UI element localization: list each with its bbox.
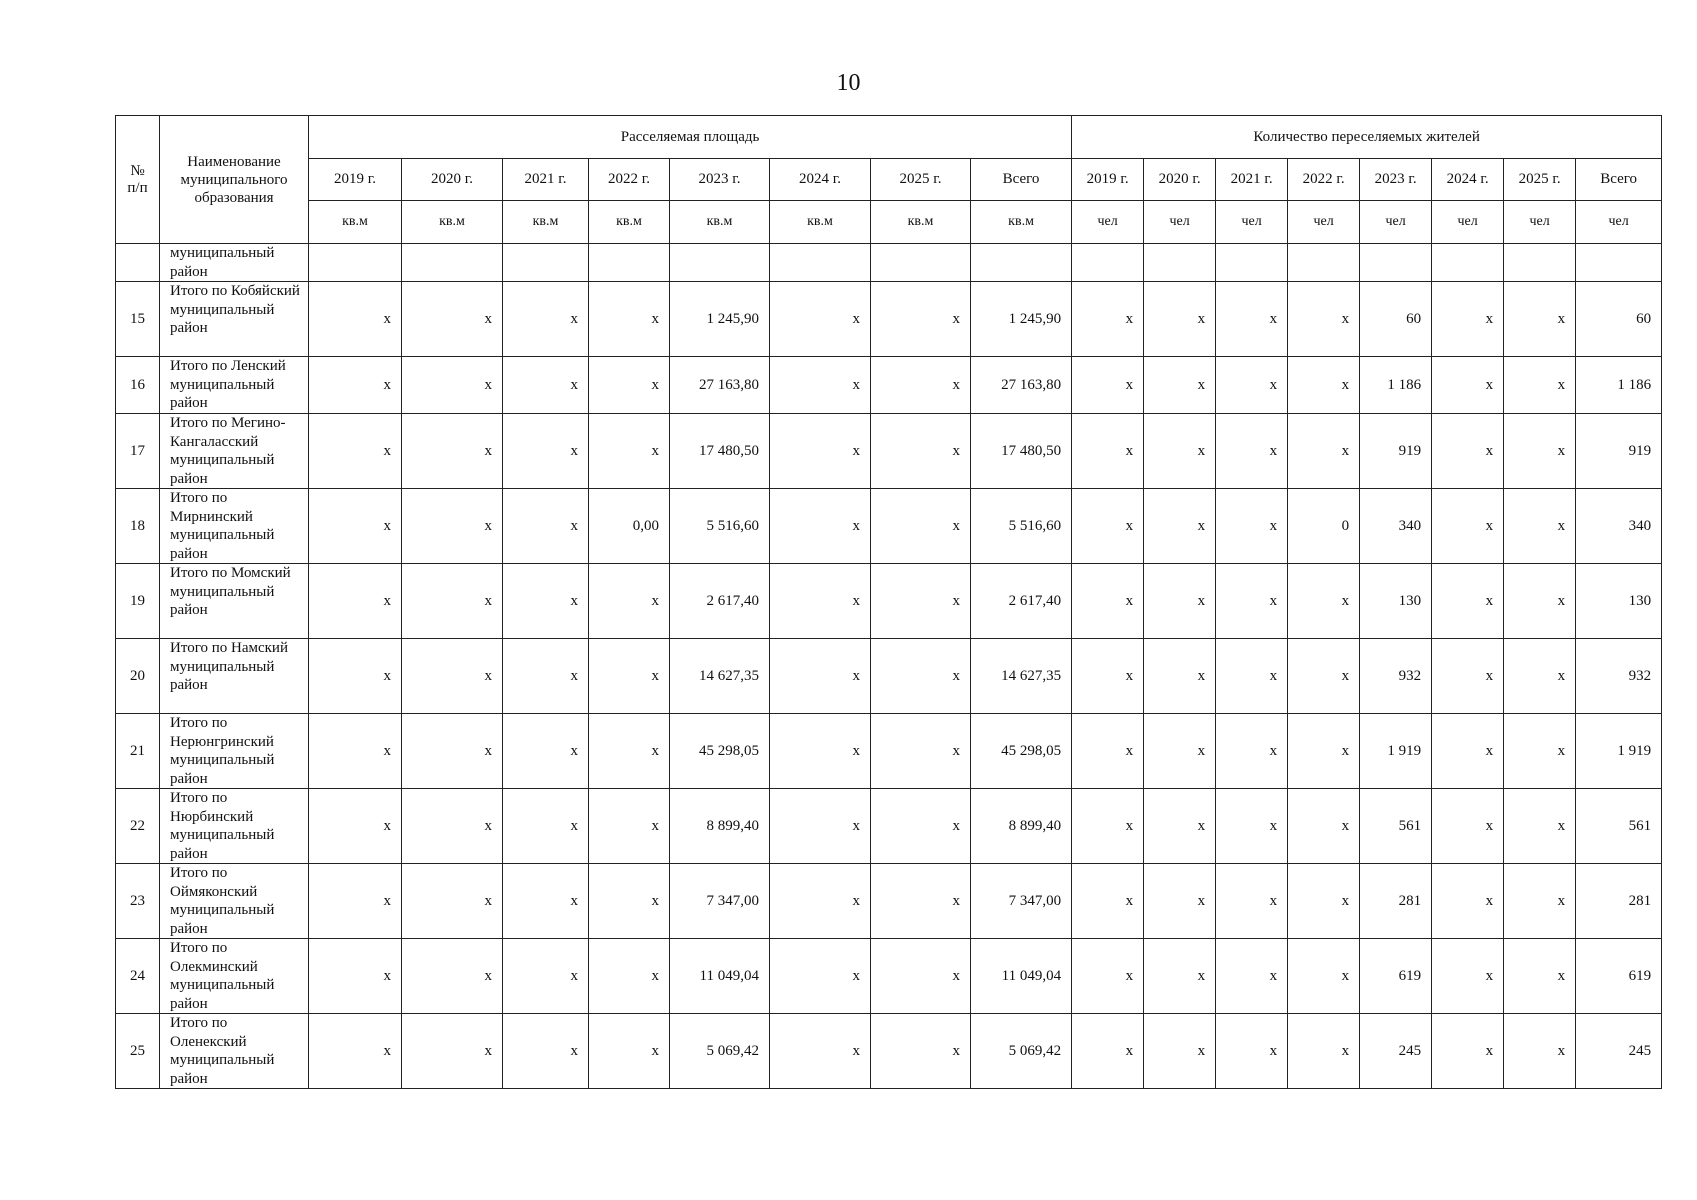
row-municipality-name: Итого по Намский муниципальный район bbox=[160, 639, 309, 714]
table-row bbox=[116, 244, 1662, 282]
cell-area: x bbox=[402, 639, 503, 714]
cell-area: x bbox=[770, 282, 871, 357]
cell-area: x bbox=[589, 357, 670, 414]
cell-area: x bbox=[402, 357, 503, 414]
cell-people: x bbox=[1504, 489, 1576, 564]
cell-area: x bbox=[589, 414, 670, 489]
header-unit-area: кв.м bbox=[770, 201, 871, 244]
cell-people: x bbox=[1288, 714, 1360, 789]
cell-people: x bbox=[1504, 1014, 1576, 1089]
cell-area bbox=[770, 244, 871, 282]
cell-people: 281 bbox=[1576, 864, 1662, 939]
cell-people: x bbox=[1216, 564, 1288, 639]
table-row bbox=[116, 414, 1662, 489]
cell-people: x bbox=[1144, 489, 1216, 564]
cell-people: x bbox=[1072, 789, 1144, 864]
cell-area bbox=[309, 244, 402, 282]
cell-area: x bbox=[503, 864, 589, 939]
cell-area bbox=[503, 244, 589, 282]
cell-area: x bbox=[770, 714, 871, 789]
cell-area: x bbox=[871, 357, 971, 414]
header-year-area: 2025 г. bbox=[871, 159, 971, 201]
cell-people: 340 bbox=[1576, 489, 1662, 564]
cell-area: x bbox=[770, 489, 871, 564]
row-number: 17 bbox=[116, 414, 160, 489]
cell-area bbox=[589, 244, 670, 282]
header-year-area: 2022 г. bbox=[589, 159, 670, 201]
cell-people: x bbox=[1216, 414, 1288, 489]
cell-people: x bbox=[1216, 714, 1288, 789]
cell-people: x bbox=[1072, 282, 1144, 357]
row-municipality-name: Итого по Оленекский муниципальный район bbox=[160, 1014, 309, 1089]
cell-people: x bbox=[1432, 864, 1504, 939]
header-unit-area: кв.м bbox=[589, 201, 670, 244]
header-year-row bbox=[116, 159, 1662, 201]
cell-people: 60 bbox=[1576, 282, 1662, 357]
table-row bbox=[116, 789, 1662, 864]
cell-area: x bbox=[503, 789, 589, 864]
row-municipality-name: Итого по Нюрбинский муниципальный район bbox=[160, 789, 309, 864]
cell-people: x bbox=[1432, 639, 1504, 714]
header-year-area: 2019 г. bbox=[309, 159, 402, 201]
cell-people: x bbox=[1144, 864, 1216, 939]
cell-area: x bbox=[309, 489, 402, 564]
cell-area: x bbox=[770, 357, 871, 414]
row-number: 16 bbox=[116, 357, 160, 414]
header-year-area: 2024 г. bbox=[770, 159, 871, 201]
cell-area: 45 298,05 bbox=[971, 714, 1072, 789]
header-unit-people: чел bbox=[1360, 201, 1432, 244]
cell-area: 7 347,00 bbox=[670, 864, 770, 939]
header-unit-area: кв.м bbox=[971, 201, 1072, 244]
header-unit-area: кв.м bbox=[309, 201, 402, 244]
cell-people: 619 bbox=[1360, 939, 1432, 1014]
header-unit-people: чел bbox=[1504, 201, 1576, 244]
cell-people: x bbox=[1216, 864, 1288, 939]
cell-area: 11 049,04 bbox=[670, 939, 770, 1014]
cell-area: x bbox=[309, 639, 402, 714]
header-unit-people: чел bbox=[1432, 201, 1504, 244]
cell-area: x bbox=[871, 489, 971, 564]
cell-area: x bbox=[402, 414, 503, 489]
row-number bbox=[116, 244, 160, 282]
row-municipality-name: Итого по Кобяйский муниципальный район bbox=[160, 282, 309, 357]
header-year-people: 2019 г. bbox=[1072, 159, 1144, 201]
cell-people: 245 bbox=[1576, 1014, 1662, 1089]
cell-area: x bbox=[309, 714, 402, 789]
row-number: 18 bbox=[116, 489, 160, 564]
table-row bbox=[116, 357, 1662, 414]
cell-people: x bbox=[1144, 564, 1216, 639]
cell-area: x bbox=[402, 864, 503, 939]
cell-people: x bbox=[1504, 639, 1576, 714]
header-unit-row bbox=[116, 201, 1662, 244]
cell-people: x bbox=[1144, 639, 1216, 714]
table-row bbox=[116, 714, 1662, 789]
cell-area: 27 163,80 bbox=[670, 357, 770, 414]
row-municipality-name: Итого по Нерюнгринский муниципальный район bbox=[160, 714, 309, 789]
cell-area: 11 049,04 bbox=[971, 939, 1072, 1014]
cell-people: x bbox=[1144, 1014, 1216, 1089]
cell-people bbox=[1504, 244, 1576, 282]
cell-area: x bbox=[871, 864, 971, 939]
cell-people: x bbox=[1432, 564, 1504, 639]
row-municipality-name: Итого по Ленский муниципальный район bbox=[160, 357, 309, 414]
cell-area: x bbox=[503, 489, 589, 564]
cell-people: 1 919 bbox=[1360, 714, 1432, 789]
cell-people: x bbox=[1288, 1014, 1360, 1089]
header-year-area: 2023 г. bbox=[670, 159, 770, 201]
cell-area: 5 516,60 bbox=[971, 489, 1072, 564]
cell-people: x bbox=[1504, 282, 1576, 357]
table-row bbox=[116, 864, 1662, 939]
cell-area: x bbox=[309, 282, 402, 357]
cell-area: x bbox=[770, 864, 871, 939]
cell-people: x bbox=[1288, 639, 1360, 714]
cell-people: 1 186 bbox=[1576, 357, 1662, 414]
cell-people: x bbox=[1072, 564, 1144, 639]
table-row bbox=[116, 639, 1662, 714]
cell-area: 7 347,00 bbox=[971, 864, 1072, 939]
row-municipality-name: Итого по Мирнинский муниципальный район bbox=[160, 489, 309, 564]
cell-people: x bbox=[1504, 414, 1576, 489]
cell-people: x bbox=[1216, 357, 1288, 414]
cell-people: x bbox=[1432, 357, 1504, 414]
cell-people: x bbox=[1288, 282, 1360, 357]
header-unit-area: кв.м bbox=[871, 201, 971, 244]
cell-people: 245 bbox=[1360, 1014, 1432, 1089]
cell-people: x bbox=[1072, 639, 1144, 714]
header-total-people: Всего bbox=[1576, 159, 1662, 201]
cell-people: x bbox=[1288, 414, 1360, 489]
cell-area: 14 627,35 bbox=[670, 639, 770, 714]
cell-people: x bbox=[1216, 489, 1288, 564]
cell-area: 2 617,40 bbox=[670, 564, 770, 639]
row-number: 23 bbox=[116, 864, 160, 939]
header-num: № п/п bbox=[116, 116, 160, 244]
header-unit-area: кв.м bbox=[503, 201, 589, 244]
cell-people: 340 bbox=[1360, 489, 1432, 564]
cell-area: 17 480,50 bbox=[670, 414, 770, 489]
cell-area: x bbox=[309, 564, 402, 639]
cell-area: x bbox=[402, 564, 503, 639]
cell-people: x bbox=[1288, 564, 1360, 639]
cell-people: x bbox=[1288, 939, 1360, 1014]
header-year-area: 2020 г. bbox=[402, 159, 503, 201]
cell-people: 0 bbox=[1288, 489, 1360, 564]
cell-area: x bbox=[309, 864, 402, 939]
table-row bbox=[116, 489, 1662, 564]
header-group-area: Расселяемая площадь bbox=[309, 116, 1072, 159]
cell-area: x bbox=[871, 1014, 971, 1089]
cell-area: x bbox=[871, 714, 971, 789]
cell-people: 919 bbox=[1576, 414, 1662, 489]
cell-area bbox=[871, 244, 971, 282]
cell-people: x bbox=[1072, 939, 1144, 1014]
cell-area: x bbox=[871, 282, 971, 357]
row-municipality-name: Итого по Оймяконский муниципальный район bbox=[160, 864, 309, 939]
cell-people: x bbox=[1504, 864, 1576, 939]
cell-area: x bbox=[503, 939, 589, 1014]
cell-area: x bbox=[309, 357, 402, 414]
cell-people: x bbox=[1288, 789, 1360, 864]
row-municipality-name: Итого по Олекминский муниципальный район bbox=[160, 939, 309, 1014]
cell-area: x bbox=[871, 564, 971, 639]
cell-people: x bbox=[1504, 714, 1576, 789]
header-unit-people: чел bbox=[1216, 201, 1288, 244]
cell-people: x bbox=[1288, 357, 1360, 414]
cell-people: 130 bbox=[1576, 564, 1662, 639]
cell-people: x bbox=[1072, 1014, 1144, 1089]
cell-area: x bbox=[503, 639, 589, 714]
cell-people: x bbox=[1432, 939, 1504, 1014]
cell-area: 17 480,50 bbox=[971, 414, 1072, 489]
cell-area: x bbox=[871, 939, 971, 1014]
row-municipality-name: Итого по Мегино-Кангаласский муниципальный район bbox=[160, 414, 309, 489]
table-row bbox=[116, 282, 1662, 357]
resettlement-table-wrapper bbox=[115, 115, 1659, 1089]
header-unit-area: кв.м bbox=[670, 201, 770, 244]
cell-people: 932 bbox=[1360, 639, 1432, 714]
cell-area: 5 069,42 bbox=[670, 1014, 770, 1089]
cell-people: x bbox=[1144, 789, 1216, 864]
cell-people: x bbox=[1072, 357, 1144, 414]
table-header bbox=[116, 116, 1662, 244]
header-unit-people: чел bbox=[1576, 201, 1662, 244]
cell-people: 919 bbox=[1360, 414, 1432, 489]
cell-area: x bbox=[770, 639, 871, 714]
cell-area: x bbox=[503, 414, 589, 489]
cell-area: x bbox=[309, 789, 402, 864]
cell-area: x bbox=[871, 414, 971, 489]
cell-people bbox=[1144, 244, 1216, 282]
cell-area: 8 899,40 bbox=[670, 789, 770, 864]
row-number: 21 bbox=[116, 714, 160, 789]
resettlement-table bbox=[115, 115, 1662, 1089]
row-number: 19 bbox=[116, 564, 160, 639]
cell-people: x bbox=[1216, 789, 1288, 864]
cell-area: x bbox=[589, 864, 670, 939]
cell-people: x bbox=[1144, 939, 1216, 1014]
cell-people: x bbox=[1432, 282, 1504, 357]
cell-area: x bbox=[589, 714, 670, 789]
cell-area: x bbox=[770, 789, 871, 864]
cell-people: x bbox=[1432, 714, 1504, 789]
cell-people: x bbox=[1432, 789, 1504, 864]
page-number: 10 bbox=[836, 70, 861, 96]
cell-people: 561 bbox=[1576, 789, 1662, 864]
header-year-people: 2025 г. bbox=[1504, 159, 1576, 201]
cell-area: x bbox=[503, 564, 589, 639]
cell-area: 14 627,35 bbox=[971, 639, 1072, 714]
cell-people: x bbox=[1216, 639, 1288, 714]
header-year-people: 2024 г. bbox=[1432, 159, 1504, 201]
cell-area: x bbox=[402, 789, 503, 864]
cell-area: x bbox=[402, 714, 503, 789]
header-name: Наименование муниципального образования bbox=[160, 116, 309, 244]
header-total-area: Всего bbox=[971, 159, 1072, 201]
row-municipality-name: муниципальный район bbox=[160, 244, 309, 282]
row-number: 22 bbox=[116, 789, 160, 864]
cell-area: x bbox=[589, 939, 670, 1014]
header-year-people: 2022 г. bbox=[1288, 159, 1360, 201]
cell-area: 1 245,90 bbox=[971, 282, 1072, 357]
header-unit-people: чел bbox=[1144, 201, 1216, 244]
cell-people: 1 186 bbox=[1360, 357, 1432, 414]
cell-area: x bbox=[309, 939, 402, 1014]
cell-area: x bbox=[770, 414, 871, 489]
header-year-area: 2021 г. bbox=[503, 159, 589, 201]
cell-people bbox=[1288, 244, 1360, 282]
cell-area: 5 516,60 bbox=[670, 489, 770, 564]
cell-people: x bbox=[1216, 939, 1288, 1014]
cell-people: x bbox=[1504, 789, 1576, 864]
cell-people: x bbox=[1216, 282, 1288, 357]
cell-area: x bbox=[770, 1014, 871, 1089]
cell-people bbox=[1432, 244, 1504, 282]
row-number: 20 bbox=[116, 639, 160, 714]
cell-people: 1 919 bbox=[1576, 714, 1662, 789]
cell-area: 0,00 bbox=[589, 489, 670, 564]
cell-people: x bbox=[1288, 864, 1360, 939]
cell-area: 5 069,42 bbox=[971, 1014, 1072, 1089]
cell-area: x bbox=[589, 564, 670, 639]
header-unit-people: чел bbox=[1072, 201, 1144, 244]
cell-area: x bbox=[770, 939, 871, 1014]
cell-people: x bbox=[1504, 357, 1576, 414]
cell-people bbox=[1216, 244, 1288, 282]
cell-people: 619 bbox=[1576, 939, 1662, 1014]
cell-people bbox=[1576, 244, 1662, 282]
cell-area: x bbox=[402, 1014, 503, 1089]
cell-people: 60 bbox=[1360, 282, 1432, 357]
cell-people bbox=[1360, 244, 1432, 282]
cell-area: x bbox=[402, 489, 503, 564]
cell-area bbox=[670, 244, 770, 282]
header-unit-people: чел bbox=[1288, 201, 1360, 244]
cell-people: x bbox=[1072, 489, 1144, 564]
cell-people: x bbox=[1504, 939, 1576, 1014]
cell-people: 561 bbox=[1360, 789, 1432, 864]
header-unit-area: кв.м bbox=[402, 201, 503, 244]
cell-area: x bbox=[309, 414, 402, 489]
cell-area: 27 163,80 bbox=[971, 357, 1072, 414]
cell-area: x bbox=[402, 939, 503, 1014]
cell-area: x bbox=[589, 282, 670, 357]
header-year-people: 2023 г. bbox=[1360, 159, 1432, 201]
cell-area: x bbox=[871, 789, 971, 864]
cell-area: x bbox=[503, 282, 589, 357]
cell-people: x bbox=[1144, 282, 1216, 357]
cell-people: x bbox=[1216, 1014, 1288, 1089]
cell-area: 8 899,40 bbox=[971, 789, 1072, 864]
cell-people: x bbox=[1144, 357, 1216, 414]
cell-people: x bbox=[1432, 489, 1504, 564]
cell-people: x bbox=[1144, 414, 1216, 489]
cell-people: 130 bbox=[1360, 564, 1432, 639]
cell-people bbox=[1072, 244, 1144, 282]
cell-area: x bbox=[589, 1014, 670, 1089]
cell-people: x bbox=[1504, 564, 1576, 639]
row-municipality-name: Итого по Момский муниципальный район bbox=[160, 564, 309, 639]
table-row bbox=[116, 1014, 1662, 1089]
cell-area: x bbox=[309, 1014, 402, 1089]
header-group-people: Количество переселяемых жителей bbox=[1072, 116, 1662, 159]
table-row bbox=[116, 564, 1662, 639]
cell-people: x bbox=[1072, 414, 1144, 489]
cell-people: x bbox=[1144, 714, 1216, 789]
table-row bbox=[116, 939, 1662, 1014]
cell-area: x bbox=[871, 639, 971, 714]
cell-area: x bbox=[589, 789, 670, 864]
table-body bbox=[116, 244, 1662, 1089]
cell-people: x bbox=[1072, 864, 1144, 939]
header-year-people: 2020 г. bbox=[1144, 159, 1216, 201]
cell-area: x bbox=[503, 714, 589, 789]
cell-area: x bbox=[402, 282, 503, 357]
cell-area: x bbox=[503, 1014, 589, 1089]
cell-area: x bbox=[589, 639, 670, 714]
cell-area: 1 245,90 bbox=[670, 282, 770, 357]
cell-people: x bbox=[1432, 1014, 1504, 1089]
cell-area: x bbox=[503, 357, 589, 414]
cell-area bbox=[971, 244, 1072, 282]
cell-people: 281 bbox=[1360, 864, 1432, 939]
cell-people: x bbox=[1432, 414, 1504, 489]
row-number: 25 bbox=[116, 1014, 160, 1089]
cell-people: 932 bbox=[1576, 639, 1662, 714]
header-year-people: 2021 г. bbox=[1216, 159, 1288, 201]
cell-area: x bbox=[770, 564, 871, 639]
row-number: 24 bbox=[116, 939, 160, 1014]
row-number: 15 bbox=[116, 282, 160, 357]
cell-people: x bbox=[1072, 714, 1144, 789]
cell-area bbox=[402, 244, 503, 282]
cell-area: 45 298,05 bbox=[670, 714, 770, 789]
cell-area: 2 617,40 bbox=[971, 564, 1072, 639]
